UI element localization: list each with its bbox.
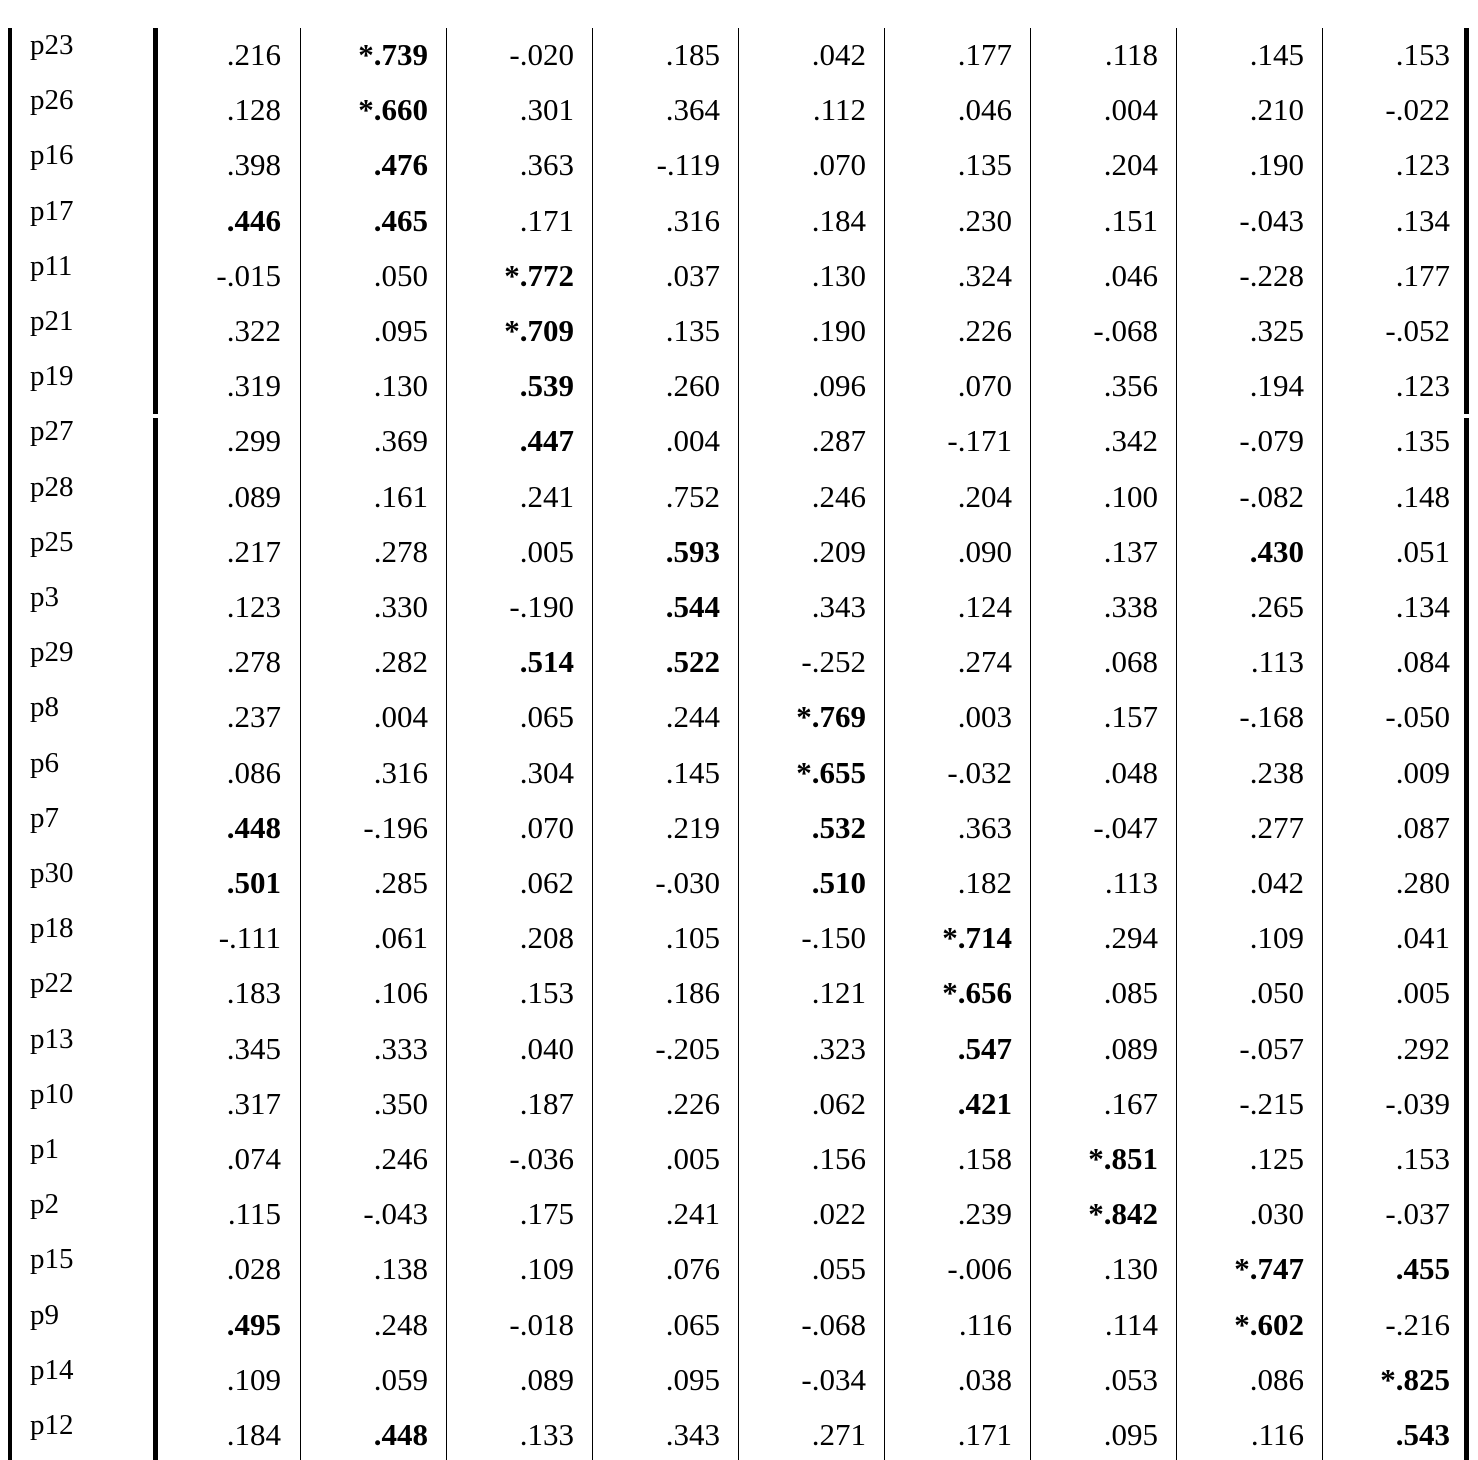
table-cell: -.082	[1239, 478, 1304, 514]
table-cell: .547	[957, 1030, 1012, 1066]
table-cell: .752	[665, 478, 720, 514]
table-cell: .510	[811, 865, 866, 900]
row-label: p10	[30, 1077, 74, 1110]
table-cell: .041	[1395, 920, 1450, 956]
table-cell: .022	[811, 1196, 866, 1232]
table-cell: .226	[665, 1085, 720, 1121]
table-cell: -.047	[1093, 809, 1158, 845]
table-cell: .226	[957, 313, 1012, 348]
table-cell: .265	[1249, 589, 1304, 624]
row-label: p23	[30, 29, 74, 61]
table-cell: .398	[226, 147, 281, 183]
table-cell: .239	[957, 1196, 1012, 1232]
table-cell: .095	[665, 1361, 720, 1397]
row-label: p29	[30, 636, 74, 669]
table-cell: .301	[519, 92, 574, 128]
row-label: p27	[30, 415, 74, 448]
row-label: p22	[30, 967, 74, 1000]
table-cell: .369	[373, 423, 428, 459]
table-cell: .244	[665, 699, 720, 735]
table-cell: *.851	[1088, 1141, 1158, 1176]
column-separator	[1030, 28, 1031, 1460]
table-cell: .476	[373, 147, 428, 183]
table-cell: .157	[1103, 699, 1158, 735]
table-cell: .038	[957, 1361, 1012, 1397]
table-cell: .182	[957, 865, 1012, 900]
table-cell: .285	[373, 865, 428, 900]
table-cell: .096	[811, 368, 866, 404]
table-cell: .543	[1395, 1417, 1450, 1452]
table-cell: .005	[1395, 975, 1450, 1011]
table-cell: .130	[811, 257, 866, 293]
table-cell: .145	[665, 754, 720, 790]
table-cell: .356	[1103, 368, 1158, 404]
table-cell: .514	[519, 644, 574, 680]
table-cell: *.842	[1088, 1196, 1158, 1232]
table-cell: .277	[1249, 809, 1304, 845]
table-cell: .118	[1104, 37, 1158, 72]
table-cell: .248	[373, 1306, 428, 1342]
table-cell: .333	[373, 1030, 428, 1066]
table-cell: .292	[1395, 1030, 1450, 1066]
left-border	[8, 28, 12, 1460]
table-cell: .363	[957, 809, 1012, 845]
table-cell: .042	[811, 37, 866, 72]
table-cell: -.050	[1385, 699, 1450, 735]
table-cell: .046	[957, 92, 1012, 128]
row-label: p7	[30, 801, 59, 834]
table-cell: -.052	[1385, 313, 1450, 348]
table-cell: .190	[1249, 147, 1304, 183]
table-cell: .089	[1103, 1030, 1158, 1066]
column-separator	[446, 28, 447, 1460]
table-cell: .095	[373, 313, 428, 348]
table-cell: .048	[1103, 754, 1158, 790]
column-separator	[1322, 28, 1323, 1460]
table-cell: .095	[1103, 1417, 1158, 1452]
table-cell: .061	[373, 920, 428, 956]
table-cell: .593	[665, 533, 720, 569]
row-label: p15	[30, 1243, 74, 1276]
table-cell: .115	[227, 1196, 281, 1232]
table-cell: .004	[665, 423, 720, 459]
table-cell: *.656	[942, 975, 1012, 1011]
table-cell: -.215	[1239, 1085, 1304, 1121]
column-separator	[300, 28, 301, 1460]
column-separator	[884, 28, 885, 1460]
table-cell: *.772	[504, 257, 574, 293]
row-label: p8	[30, 691, 59, 724]
table-cell: .430	[1249, 533, 1304, 569]
table-cell: -.068	[801, 1306, 866, 1342]
row-label: p17	[30, 194, 74, 227]
table-cell: .455	[1395, 1251, 1450, 1287]
table-cell: .003	[957, 699, 1012, 735]
table-cell: .037	[665, 257, 720, 293]
table-cell: .153	[519, 975, 574, 1011]
table-cell: -.020	[509, 37, 574, 72]
row-label: p14	[30, 1353, 74, 1386]
table-cell: *.602	[1234, 1306, 1304, 1342]
table-cell: .046	[1103, 257, 1158, 293]
table-cell: .345	[226, 1030, 281, 1066]
table-cell: .042	[1249, 865, 1304, 900]
table-cell: .204	[957, 478, 1012, 514]
table-cell: -.039	[1385, 1085, 1450, 1121]
table-cell: .112	[812, 92, 866, 128]
table-cell: .330	[373, 589, 428, 624]
table-cell: -.196	[363, 809, 428, 845]
table-cell: -.057	[1239, 1030, 1304, 1066]
table-cell: .123	[1395, 147, 1450, 183]
table-cell: .278	[373, 533, 428, 569]
table-cell: .539	[519, 368, 574, 404]
table-cell: -.043	[363, 1196, 428, 1232]
table-cell: .522	[665, 644, 720, 680]
table-cell: .134	[1395, 589, 1450, 624]
table-cell: .153	[1395, 37, 1450, 72]
table-cell: .448	[226, 809, 281, 845]
table-cell: .544	[665, 589, 720, 624]
table-cell: .084	[1395, 644, 1450, 680]
table-cell: .190	[811, 313, 866, 348]
table-cell: .282	[373, 644, 428, 680]
table-cell: -.171	[947, 423, 1012, 459]
row-label: p21	[30, 305, 74, 337]
table-cell: .322	[226, 313, 281, 348]
table-cell: .324	[957, 257, 1012, 293]
table-cell: .086	[1249, 1361, 1304, 1397]
table-cell: .185	[665, 37, 720, 72]
table-cell: .184	[811, 202, 866, 238]
table-cell: *.655	[796, 754, 866, 790]
table-cell: .153	[1395, 1141, 1450, 1176]
table-cell: .177	[957, 37, 1012, 72]
table-cell: .184	[226, 1417, 281, 1452]
row-label: p6	[30, 746, 59, 779]
table-cell: .004	[373, 699, 428, 735]
table-cell: .135	[1395, 423, 1450, 459]
table-cell: *.825	[1380, 1361, 1450, 1397]
table-cell: .004	[1103, 92, 1158, 128]
table-cell: .363	[519, 147, 574, 183]
table-cell: .304	[519, 754, 574, 790]
table-cell: .319	[226, 368, 281, 404]
table-cell: .050	[373, 257, 428, 293]
table-cell: .495	[226, 1306, 281, 1342]
table-cell: .294	[1103, 920, 1158, 956]
table-cell: .123	[226, 589, 281, 624]
table-cell: .086	[226, 754, 281, 790]
table-cell: *.769	[796, 699, 866, 735]
table-cell: -.119	[656, 147, 720, 183]
table-cell: .133	[519, 1417, 574, 1452]
table-cell: .053	[1103, 1361, 1158, 1397]
table-cell: .278	[226, 644, 281, 680]
table-cell: .105	[665, 920, 720, 956]
table-cell: .109	[1249, 920, 1304, 956]
table-cell: .317	[226, 1085, 281, 1121]
table-cell: *.660	[358, 92, 428, 128]
row-label: p2	[30, 1188, 59, 1221]
table-cell: .076	[665, 1251, 720, 1287]
table-cell: -.037	[1385, 1196, 1450, 1232]
table-cell: .343	[811, 589, 866, 624]
table-cell: .241	[665, 1196, 720, 1232]
table-cell: .175	[519, 1196, 574, 1232]
table-cell: *.714	[942, 920, 1012, 956]
table-cell: .121	[811, 975, 866, 1011]
table-cell: .177	[1395, 257, 1450, 293]
table-cell: .085	[1103, 975, 1158, 1011]
row-label: p26	[30, 84, 74, 117]
table-cell: -.036	[509, 1141, 574, 1176]
table-cell: .219	[665, 809, 720, 845]
table-cell: .089	[226, 478, 281, 514]
table-cell: .421	[957, 1085, 1012, 1121]
table-cell: .299	[226, 423, 281, 459]
table-cell: .325	[1249, 313, 1304, 348]
table-cell: .074	[226, 1141, 281, 1176]
table-cell: .238	[1249, 754, 1304, 790]
table-cell: .216	[226, 37, 281, 72]
row-label: p16	[30, 139, 74, 172]
table-cell: .113	[1250, 644, 1304, 680]
table-cell: *.739	[358, 37, 428, 72]
table-cell: .210	[1249, 92, 1304, 128]
row-label: p9	[30, 1298, 59, 1331]
table-cell: .342	[1103, 423, 1158, 459]
table-cell: .187	[519, 1085, 574, 1121]
table-cell: -.150	[801, 920, 866, 956]
row-label: p12	[30, 1409, 74, 1441]
table-cell: .059	[373, 1361, 428, 1397]
row-label: p19	[30, 360, 74, 393]
table-cell: .501	[226, 865, 281, 900]
table-cell: .134	[1395, 202, 1450, 238]
table-cell: .230	[957, 202, 1012, 238]
table-cell: .447	[519, 423, 574, 459]
table-cell: .446	[226, 202, 281, 238]
column-separator	[738, 28, 739, 1460]
table-cell: .116	[1250, 1417, 1304, 1452]
table-cell: .338	[1103, 589, 1158, 624]
row-label: p11	[30, 249, 73, 282]
table-cell: .055	[811, 1251, 866, 1287]
table-cell: .114	[1104, 1306, 1158, 1342]
table-cell: .156	[811, 1141, 866, 1176]
table-cell: .194	[1249, 368, 1304, 404]
table-cell: .051	[1395, 533, 1450, 569]
table-cell: -.022	[1385, 92, 1450, 128]
table-cell: .065	[519, 699, 574, 735]
table-cell: .106	[373, 975, 428, 1011]
table-cell: -.030	[655, 865, 720, 900]
table-cell: .343	[665, 1417, 720, 1452]
table-cell: .109	[226, 1361, 281, 1397]
row-label: p3	[30, 581, 59, 613]
table-cell: .237	[226, 699, 281, 735]
table-cell: .089	[519, 1361, 574, 1397]
table-cell: .271	[811, 1417, 866, 1452]
table-cell: .124	[957, 589, 1012, 624]
table-cell: *.747	[1234, 1251, 1304, 1287]
table-cell: .130	[373, 368, 428, 404]
table-cell: .287	[811, 423, 866, 459]
table-cell: .130	[1103, 1251, 1158, 1287]
table-cell: .135	[957, 147, 1012, 183]
row-label: p18	[30, 912, 74, 945]
table-cell: .158	[957, 1141, 1012, 1176]
table-cell: -.043	[1239, 202, 1304, 238]
right-border-lower	[1464, 418, 1469, 1460]
table-cell: .030	[1249, 1196, 1304, 1232]
table-cell: .148	[1395, 478, 1450, 514]
table-cell: .323	[811, 1030, 866, 1066]
table-cell: .161	[373, 478, 428, 514]
table-cell: .065	[665, 1306, 720, 1342]
table-cell: .350	[373, 1085, 428, 1121]
table-cell: .364	[665, 92, 720, 128]
table-cell: .316	[373, 754, 428, 790]
table-cell: -.111	[218, 920, 281, 956]
table-cell: -.079	[1239, 423, 1304, 459]
table-cell: .167	[1103, 1085, 1158, 1121]
row-label: p1	[30, 1133, 59, 1165]
table-cell: .070	[519, 809, 574, 845]
row-label: p30	[30, 857, 74, 889]
table-cell: .005	[519, 533, 574, 569]
table-cell: .062	[811, 1085, 866, 1121]
table-cell: -.015	[216, 257, 281, 293]
column-separator	[1176, 28, 1177, 1460]
table-cell: .070	[811, 147, 866, 183]
table-cell: .448	[373, 1417, 428, 1452]
table-cell: .068	[1103, 644, 1158, 680]
table-cell: .109	[519, 1251, 574, 1287]
table-cell: .087	[1395, 809, 1450, 845]
table-cell: .274	[957, 644, 1012, 680]
row-label: p13	[30, 1022, 74, 1055]
table-cell: -.034	[801, 1361, 866, 1397]
table-cell: .135	[665, 313, 720, 348]
table-cell: .137	[1103, 533, 1158, 569]
table-cell: .246	[811, 478, 866, 514]
table-cell: .171	[957, 1417, 1012, 1452]
table-cell: -.228	[1239, 257, 1304, 293]
table-cell: .028	[226, 1251, 281, 1287]
table-cell: .186	[665, 975, 720, 1011]
table-cell: .113	[1104, 865, 1158, 900]
row-label: p28	[30, 470, 74, 503]
row-label: p25	[30, 525, 74, 558]
table-cell: .138	[373, 1251, 428, 1287]
table-cell: -.018	[509, 1306, 574, 1342]
table-cell: .040	[519, 1030, 574, 1066]
table-cell: .116	[958, 1306, 1012, 1342]
table-cell: .151	[1103, 202, 1158, 238]
table-cell: .090	[957, 533, 1012, 569]
table-cell: .208	[519, 920, 574, 956]
table-cell: .465	[373, 202, 428, 238]
table-cell: .100	[1103, 478, 1158, 514]
table-cell: -.006	[947, 1251, 1012, 1287]
table-cell: .171	[519, 202, 574, 238]
table-cell: .183	[226, 975, 281, 1011]
table-cell: -.252	[801, 644, 866, 680]
table-cell: -.205	[655, 1030, 720, 1066]
table-cell: .209	[811, 533, 866, 569]
table-cell: .241	[519, 478, 574, 514]
table-cell: .070	[957, 368, 1012, 404]
table-cell: .050	[1249, 975, 1304, 1011]
table-cell: -.032	[947, 754, 1012, 790]
column-separator	[592, 28, 593, 1460]
table-cell: .260	[665, 368, 720, 404]
table-cell: .316	[665, 202, 720, 238]
table-cell: .123	[1395, 368, 1450, 404]
table-cell: -.190	[509, 589, 574, 624]
table-cell: .246	[373, 1141, 428, 1176]
table-cell: -.168	[1239, 699, 1304, 735]
table-cell: .005	[665, 1141, 720, 1176]
table-cell: .204	[1103, 147, 1158, 183]
table-cell: .128	[226, 92, 281, 128]
table-cell: .145	[1249, 37, 1304, 72]
table-cell: -.068	[1093, 313, 1158, 348]
right-border-upper	[1464, 28, 1469, 414]
table-cell: .125	[1249, 1141, 1304, 1176]
table-cell: .062	[519, 865, 574, 900]
table-cell: -.216	[1385, 1306, 1450, 1342]
table-cell: .280	[1395, 865, 1450, 900]
table-cell: .009	[1395, 754, 1450, 790]
table-cell: .217	[226, 533, 281, 569]
table-cell: .532	[811, 809, 866, 845]
table-cell: *.709	[504, 313, 574, 348]
